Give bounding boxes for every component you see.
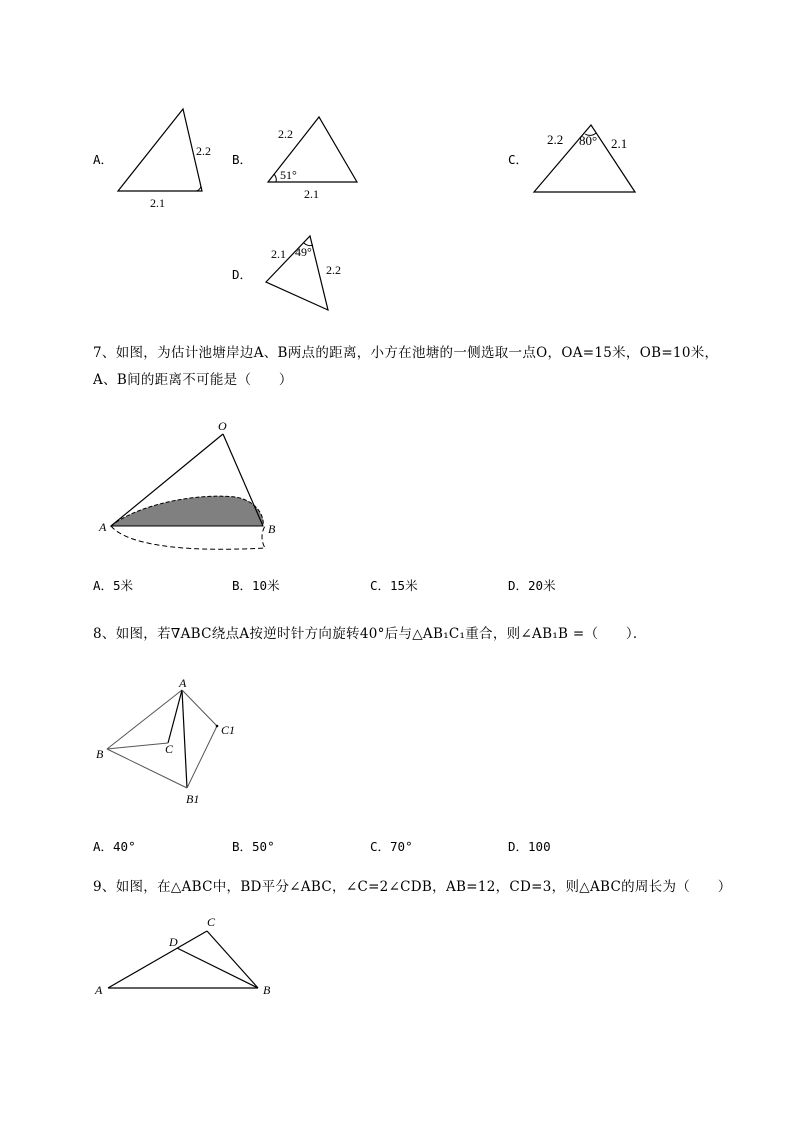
angle-label: 51° [280, 168, 297, 182]
label-a: A [95, 983, 103, 997]
label-b: B [263, 983, 271, 997]
triangle-figure-b [262, 108, 372, 203]
option-d-letter[interactable]: D． [232, 267, 253, 282]
triangle-bisector-figure [90, 912, 290, 1002]
pond-figure [95, 415, 285, 560]
angle-label: 49° [295, 245, 312, 259]
q7-option-c[interactable]: C．15米 [370, 578, 418, 593]
option-b-letter[interactable]: B． [232, 152, 253, 167]
label-o: O [218, 419, 227, 433]
label-b: B [96, 747, 104, 761]
q7-option-d[interactable]: D．20米 [508, 578, 556, 593]
q8-option-a[interactable]: A．40° [93, 839, 136, 854]
label-c: C [165, 742, 174, 756]
triangle-figure-c [530, 118, 645, 198]
label-a: A [99, 520, 107, 534]
q7-option-a[interactable]: A．5米 [93, 578, 134, 593]
triangle-figure-a [110, 100, 230, 215]
q7-text-line2: A、B间的距离不可能是（ ） [93, 372, 293, 388]
side-label: 2.1 [271, 247, 286, 261]
option-a-letter[interactable]: A． [93, 152, 114, 167]
label-b: B [268, 522, 276, 536]
q9-text: 9、如图，在△ABC中，BD平分∠ABC，∠C=2∠CDB，AB=12，CD=3，则△ABC的周长为（ ） [93, 879, 732, 895]
side-label: 2.1 [150, 196, 165, 210]
q7-text-line1: 7、如图，为估计池塘岸边A、B两点的距离，小方在池塘的一侧选取一点O，OA=15米，OB=10米， [93, 345, 719, 361]
triangle-figure-d [262, 232, 357, 314]
label-c1: C1 [221, 723, 236, 737]
side-label: 2.2 [278, 127, 293, 141]
q8-option-b[interactable]: B．50° [232, 839, 275, 854]
side-label: 2.1 [304, 187, 319, 201]
rotation-figure [90, 675, 250, 810]
pond-shaded [111, 496, 263, 526]
angle-label: 80° [579, 133, 598, 148]
side-label: 2.2 [196, 144, 211, 158]
label-c: C [207, 915, 216, 929]
q8-text: 8、如图，若∇ABC绕点A按逆时针方向旋转40°后与△AB₁C₁重合，则∠AB₁B =（ ）． [93, 626, 647, 642]
label-b1: B1 [186, 792, 200, 806]
option-c-letter[interactable]: C． [508, 152, 529, 167]
q7-option-b[interactable]: B．10米 [232, 578, 280, 593]
side-label: 2.2 [547, 132, 564, 147]
side-label: 2.1 [611, 136, 628, 151]
label-d: D [169, 935, 178, 949]
side-label: 2.2 [326, 263, 341, 277]
q8-option-d[interactable]: D．100 [508, 839, 551, 854]
label-a: A [179, 676, 187, 690]
q8-option-c[interactable]: C．70° [370, 839, 413, 854]
